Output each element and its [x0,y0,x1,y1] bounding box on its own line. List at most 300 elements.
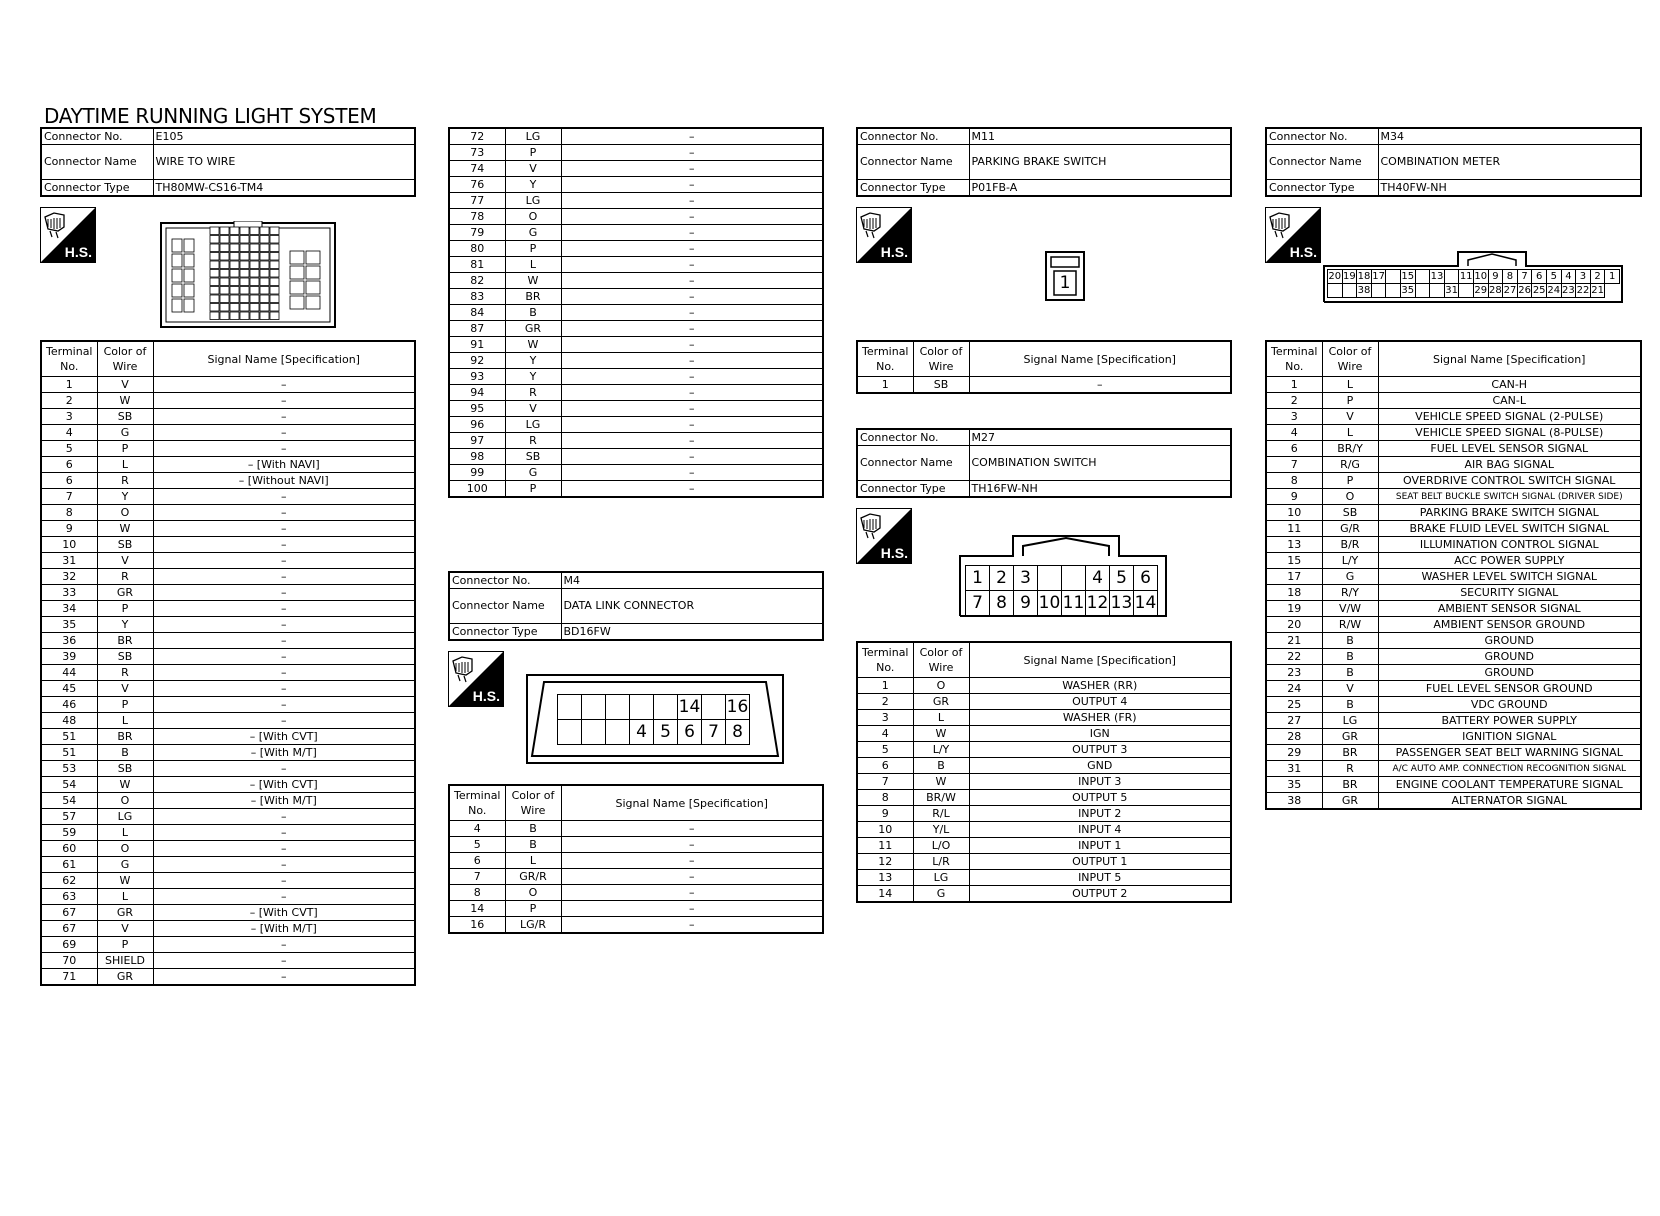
harness-side-icon [856,207,912,263]
pin-cell: 20 [1328,271,1342,282]
wire-color-cell: L/Y [913,742,969,758]
terminal-no-cell: 69 [41,937,97,953]
wire-color-cell: P [97,441,153,457]
signal-name-cell: – [561,273,823,289]
signal-name-cell: – [153,665,415,681]
table-row [449,193,823,209]
wire-color-cell: R/W [1322,617,1378,633]
terminal-no-cell: 8 [1266,473,1322,489]
pin-cell: 7 [701,719,726,745]
table-row [857,822,1231,838]
terminal-no-cell: 81 [449,257,505,273]
terminal-table-m27 [856,641,1232,903]
harness-side-label: H.S. [472,688,500,704]
table-row [1266,505,1641,521]
terminal-no-cell: 72 [449,128,505,145]
connector-e105 [40,127,416,197]
wire-color-cell: V [505,401,561,417]
table-row [41,921,415,937]
signal-name-cell: OUTPUT 4 [969,694,1231,710]
terminal-no-cell: 13 [857,870,913,886]
signal-name-cell: – [153,889,415,905]
wire-color-cell: W [97,393,153,409]
terminal-no-cell: 7 [41,489,97,505]
table-row [41,393,415,409]
connector-name-value: WIRE TO WIRE [153,145,415,180]
pin-cell: 25 [1532,285,1546,296]
wire-color-cell: L/R [913,854,969,870]
wire-color-cell: BR [97,633,153,649]
signal-name-cell: – [153,633,415,649]
table-row [1266,649,1641,665]
terminal-no-cell: 71 [41,969,97,986]
table-row [449,273,823,289]
pin-cell: 13 [1109,590,1134,616]
wire-color-cell: L/O [913,838,969,854]
signal-name-cell: – [561,821,823,837]
wire-color-cell: L [97,825,153,841]
terminal-no-cell: 51 [41,745,97,761]
wire-color-cell: BR [505,289,561,305]
connector-m27 [856,428,1232,498]
terminal-no-cell: 2 [41,393,97,409]
pin-cell: 6 [1531,269,1547,284]
wire-color-cell: BR [1322,777,1378,793]
terminal-no-cell: 14 [857,886,913,903]
signal-name-cell: GROUND [1378,649,1641,665]
wire-color-cell: B [505,305,561,321]
table-row [449,369,823,385]
table-row [41,761,415,777]
terminal-no-cell: 10 [857,822,913,838]
wire-color-cell: V [97,377,153,393]
pin-cell [557,694,582,720]
color-of-wire-header: Color of Wire [913,642,969,678]
signal-name-cell: ILLUMINATION CONTROL SIGNAL [1378,537,1641,553]
signal-name-cell: CAN-H [1378,377,1641,393]
table-row [41,713,415,729]
terminal-no-cell: 10 [41,537,97,553]
table-row [449,901,823,917]
pin-cell [1385,269,1401,284]
terminal-no-cell: 4 [41,425,97,441]
terminal-no-cell: 96 [449,417,505,433]
table-row [1266,553,1641,569]
pin-cell: 4 [629,719,654,745]
pin-cell: 22 [1576,285,1590,296]
pin-cell: 5 [1109,565,1134,591]
wire-color-cell: G [913,886,969,903]
wire-color-cell: P [97,601,153,617]
pin-cell: 8 [989,590,1014,616]
table-row [1266,633,1641,649]
terminal-no-cell: 8 [857,790,913,806]
signal-name-cell: – [561,417,823,433]
table-row [1266,585,1641,601]
signal-name-cell: – [153,761,415,777]
wire-color-cell: BR/Y [1322,441,1378,457]
signal-name-header: Signal Name [Specification] [561,785,823,821]
terminal-no-cell: 36 [41,633,97,649]
pin-cell: 1 [1604,269,1620,284]
connector-m11 [856,127,1232,197]
wire-color-cell: B [97,745,153,761]
table-row [449,225,823,241]
terminal-no-cell: 24 [1266,681,1322,697]
wire-color-cell: B [1322,649,1378,665]
terminal-no-cell: 15 [1266,553,1322,569]
signal-name-cell: – [Without NAVI] [153,473,415,489]
signal-name-cell: INPUT 2 [969,806,1231,822]
signal-name-cell: – [561,433,823,449]
wire-color-cell: LG/R [505,917,561,934]
table-row [1266,777,1641,793]
wire-color-cell: V [1322,409,1378,425]
wire-color-cell: Y [505,369,561,385]
table-row [449,321,823,337]
table-row [449,209,823,225]
signal-name-cell: ACC POWER SUPPLY [1378,553,1641,569]
table-row [41,953,415,969]
pin-cell [1415,269,1431,284]
table-row [41,825,415,841]
terminal-no-cell: 94 [449,385,505,401]
table-row [41,889,415,905]
pin-cell [1444,269,1460,284]
wire-color-cell: P [505,145,561,161]
terminal-no-cell: 31 [41,553,97,569]
signal-name-cell: – [561,465,823,481]
signal-name-cell: – [With M/T] [153,745,415,761]
table-row [41,537,415,553]
pin-cell: 6 [677,719,702,745]
signal-name-cell: – [153,937,415,953]
terminal-no-header: Terminal No. [449,785,505,821]
signal-name-cell: BRAKE FLUID LEVEL SWITCH SIGNAL [1378,521,1641,537]
table-row [857,694,1231,710]
signal-name-cell: FUEL LEVEL SENSOR GROUND [1378,681,1641,697]
wire-color-cell: G [505,225,561,241]
table-row [1266,409,1641,425]
table-row [857,838,1231,854]
signal-name-cell: – [153,585,415,601]
connector-type-value: TH16FW-NH [969,481,1231,498]
connector-no-label: Connector No. [1266,128,1378,145]
pin-cell: 24 [1547,285,1561,296]
pin-cell: 16 [725,694,750,720]
table-row [449,337,823,353]
table-row [857,377,1231,394]
terminal-no-cell: 78 [449,209,505,225]
table-row [41,441,415,457]
signal-name-cell: FUEL LEVEL SENSOR SIGNAL [1378,441,1641,457]
signal-name-cell: – [561,837,823,853]
connector-no-value: M27 [969,429,1231,446]
terminal-no-cell: 4 [1266,425,1322,441]
table-row [449,417,823,433]
harness-side-icon [1265,207,1321,263]
terminal-table-m4 [448,784,824,934]
table-row [41,489,415,505]
connector-no-value: E105 [153,128,415,145]
pin-cell: 6 [1133,565,1158,591]
terminal-no-cell: 29 [1266,745,1322,761]
pin-cell: 4 [1561,269,1577,284]
wire-color-cell: G [505,465,561,481]
signal-name-cell: – [561,241,823,257]
wire-color-cell: R [505,433,561,449]
connector-name-label: Connector Name [857,446,969,481]
terminal-no-cell: 6 [857,758,913,774]
signal-name-cell: – [561,901,823,917]
table-row [449,917,823,934]
signal-name-cell: CAN-L [1378,393,1641,409]
signal-name-cell: IGNITION SIGNAL [1378,729,1641,745]
terminal-no-cell: 25 [1266,697,1322,713]
signal-name-cell: ALTERNATOR SIGNAL [1378,793,1641,810]
signal-name-cell: – [561,128,823,145]
connector-type-label: Connector Type [41,180,153,197]
table-row [1266,729,1641,745]
harness-side-icon [40,207,96,263]
table-row [41,521,415,537]
signal-name-cell: – [969,377,1231,394]
terminal-no-cell: 67 [41,905,97,921]
pin-cell: 28 [1489,285,1502,296]
wire-color-cell: GR/R [505,869,561,885]
signal-name-cell: – [153,809,415,825]
wire-color-cell: GR [1322,729,1378,745]
signal-name-cell: WASHER LEVEL SWITCH SIGNAL [1378,569,1641,585]
signal-name-cell: – [With M/T] [153,921,415,937]
signal-name-cell: – [153,505,415,521]
pin-cell: 12 [1085,590,1110,616]
terminal-no-cell: 39 [41,649,97,665]
table-row [857,710,1231,726]
connector-no-label: Connector No. [857,128,969,145]
color-of-wire-header: Color of Wire [1322,341,1378,377]
wire-color-cell: SB [913,377,969,394]
signal-name-cell: – [561,145,823,161]
table-row [1266,425,1641,441]
signal-name-cell: VEHICLE SPEED SIGNAL (8-PULSE) [1378,425,1641,441]
signal-name-cell: INPUT 4 [969,822,1231,838]
terminal-no-cell: 5 [449,837,505,853]
terminal-no-cell: 22 [1266,649,1322,665]
connector-name-label: Connector Name [449,589,561,624]
wire-color-cell: P [1322,473,1378,489]
connector-name-value: DATA LINK CONNECTOR [561,589,823,624]
harness-side-label: H.S. [880,545,908,561]
signal-name-cell: – [153,489,415,505]
wire-color-cell: BR/W [913,790,969,806]
terminal-no-cell: 7 [1266,457,1322,473]
wire-color-cell: O [505,885,561,901]
table-row [1266,457,1641,473]
wire-color-cell: B [1322,697,1378,713]
terminal-no-cell: 77 [449,193,505,209]
signal-name-cell: – [561,449,823,465]
wire-color-cell: GR [1322,793,1378,810]
wire-color-cell: LG [505,193,561,209]
signal-name-cell: – [153,601,415,617]
signal-name-cell: – [153,697,415,713]
wire-color-cell: LG [505,128,561,145]
table-row [41,841,415,857]
wire-color-cell: V [97,553,153,569]
wire-color-cell: P [505,901,561,917]
table-row [449,481,823,498]
table-row [449,257,823,273]
table-row [449,433,823,449]
pin-cell: 7 [1517,269,1533,284]
wire-color-cell: L [505,853,561,869]
table-row [857,886,1231,903]
terminal-no-cell: 82 [449,273,505,289]
pin-cell: 18 [1357,271,1371,282]
pin-cell: 14 [677,694,702,720]
wire-color-cell: L [1322,425,1378,441]
table-row [41,793,415,809]
pin-cell [605,694,630,720]
terminal-no-cell: 21 [1266,633,1322,649]
pin-cell: 2 [989,565,1014,591]
table-row [41,745,415,761]
wire-color-cell: GR [97,905,153,921]
terminal-no-cell: 1 [857,678,913,694]
signal-name-cell: – [153,857,415,873]
table-row [449,305,823,321]
terminal-no-cell: 9 [1266,489,1322,505]
table-row [449,853,823,869]
signal-name-cell: – [153,537,415,553]
table-row [449,885,823,901]
wire-color-cell: Y [97,617,153,633]
terminal-no-cell: 16 [449,917,505,934]
table-row [1266,665,1641,681]
pin-cell [1327,283,1343,298]
connector-no-value: M4 [561,572,823,589]
terminal-no-cell: 28 [1266,729,1322,745]
signal-name-cell: GND [969,758,1231,774]
terminal-no-cell: 84 [449,305,505,321]
pin-cell: 31 [1445,285,1458,296]
pin-cell [1429,283,1445,298]
terminal-no-cell: 61 [41,857,97,873]
table-row [41,969,415,986]
table-row [857,854,1231,870]
harness-side-label: H.S. [880,244,908,260]
color-of-wire-header: Color of Wire [97,341,153,377]
wire-color-cell: R [97,569,153,585]
terminal-no-cell: 9 [41,521,97,537]
harness-side-label: H.S. [1289,244,1317,260]
connector-no-label: Connector No. [41,128,153,145]
table-row [857,742,1231,758]
terminal-table-m34 [1265,340,1642,810]
signal-name-cell: OUTPUT 5 [969,790,1231,806]
table-row [449,401,823,417]
pin-cell [581,694,606,720]
wire-color-cell: L [913,710,969,726]
pin-cell: 17 [1372,271,1385,282]
terminal-no-cell: 23 [1266,665,1322,681]
table-row [41,457,415,473]
terminal-no-cell: 8 [41,505,97,521]
terminal-no-cell: 5 [857,742,913,758]
color-of-wire-header: Color of Wire [505,785,561,821]
table-row [41,905,415,921]
connector-header-m11 [856,127,1232,197]
wire-color-cell: V [97,921,153,937]
terminal-no-cell: 67 [41,921,97,937]
terminal-no-cell: 70 [41,953,97,969]
wire-color-cell: GR [97,969,153,986]
connector-type-value: BD16FW [561,624,823,641]
pin-cell [701,694,726,720]
pin-cell [605,719,630,745]
table-row [41,681,415,697]
table-row [41,665,415,681]
terminal-no-cell: 46 [41,697,97,713]
terminal-no-cell: 35 [41,617,97,633]
table-row [449,128,823,145]
wire-color-cell: P [505,241,561,257]
connector-face-diagram-m11 [1045,251,1085,305]
terminal-no-cell: 74 [449,161,505,177]
connector-name-label: Connector Name [41,145,153,180]
terminal-no-cell: 20 [1266,617,1322,633]
terminal-no-cell: 100 [449,481,505,498]
wire-color-cell: B [505,821,561,837]
pin-cell: 10 [1474,271,1488,282]
signal-name-cell: – [561,289,823,305]
connector-type-label: Connector Type [1266,180,1378,197]
signal-name-cell: – [561,853,823,869]
signal-name-cell: – [153,569,415,585]
signal-name-cell: VDC GROUND [1378,697,1641,713]
table-row [41,873,415,889]
wire-color-cell: P [505,481,561,498]
terminal-no-cell: 3 [857,710,913,726]
table-row [41,809,415,825]
pin-cell: 26 [1518,285,1531,296]
pin-cell: 3 [1575,269,1591,284]
signal-name-cell: PARKING BRAKE SWITCH SIGNAL [1378,505,1641,521]
wire-color-cell: SB [1322,505,1378,521]
terminal-no-cell: 45 [41,681,97,697]
table-row [449,145,823,161]
terminal-no-cell: 6 [1266,441,1322,457]
wire-color-cell: W [97,873,153,889]
table-row [41,633,415,649]
signal-name-cell: – [561,225,823,241]
signal-name-cell: – [153,873,415,889]
wire-color-cell: SB [97,761,153,777]
signal-name-cell: – [153,713,415,729]
connector-name-value: COMBINATION METER [1378,145,1641,180]
wire-color-cell: W [913,726,969,742]
pin-cell: 35 [1401,285,1415,296]
terminal-no-cell: 98 [449,449,505,465]
pin-cell: 8 [725,719,750,745]
wire-color-cell: GR [97,585,153,601]
table-row [1266,713,1641,729]
pin-cell [1061,565,1086,591]
connector-header-m4 [448,571,824,641]
pin-cell: 5 [1546,269,1562,284]
connector-no-label: Connector No. [857,429,969,446]
